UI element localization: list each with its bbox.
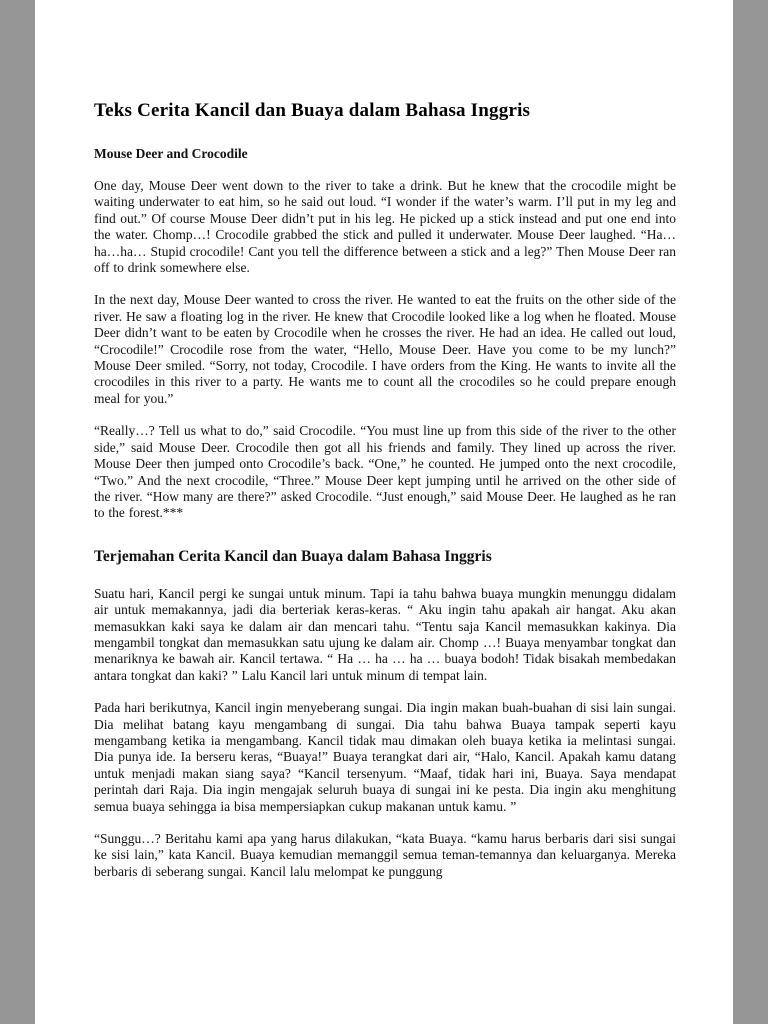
document-page xyxy=(35,0,733,1024)
paragraph-indonesian-3: “Sunggu…? Beritahu kami apa yang harus dilakukan, “kata Buaya. “kamu harus berbaris dari sisi sungai ke sisi lain,” kata Kancil. Buaya kemudian memanggil semua teman-temannya dan keluarganya. Mereka berbaris di seberang sungai. Kancil lalu melompat ke punggung xyxy=(94,831,676,879)
section-heading-english-story: Mouse Deer and Crocodile xyxy=(94,146,248,161)
paragraph-english-2: In the next day, Mouse Deer wanted to cross the river. He wanted to eat the fruits on the other side of the river. He saw a floating log in the river. He knew that Crocodile looked like a log when he floated. Mouse Deer didn’t want to be eaten by Crocodile when he crosses the river. He had an idea. He called out loud, “Crocodile!” Crocodile rose from the water, “Hello, Mouse Deer. Have you come to be my lunch?” Mouse Deer smiled. “Sorry, not today, Crocodile. I have orders from the King. He wants to invite all the crocodiles in this river to a party. He wants me to count all the crocodiles so he could prepare enough meal for you.” xyxy=(94,292,676,406)
paragraph-indonesian-1: Suatu hari, Kancil pergi ke sungai untuk minum. Tapi ia tahu bahwa buaya mungkin menunggu didalam air untuk memakannya, jadi dia berteriak keras-keras. “ Aku ingin tahu apakah air hangat. Aku akan memasukkan kaki saya ke dalam air dan mencari tahu. “Tentu saja Kancil memasukkan kakinya. Dia mengambil tongkat dan memasukkan satu ujung ke dalam air. Chomp …! Buaya menyambar tongkat dan menariknya ke bawah air. Kancil tertawa. “ Ha … ha … ha … buaya bodoh! Tidak bisakah membedakan antara tongkat dan kaki? ” Lalu Kancil lari untuk minum di tempat lain. xyxy=(94,585,676,683)
paragraph-english-3: “Really…? Tell us what to do,” said Crocodile. “You must line up from this side of the river to the other side,” said Mouse Deer. Crocodile then got all his friends and family. They lined up across the river. Mouse Deer then jumped onto Crocodile’s back. “One,” he counted. He jumped onto the next crocodile, “Two.” And the next crocodile, “Three.” Mouse Deer kept jumping until he arrived on the other side of the river. “How many are there?” asked Crocodile. “Just enough,” said Mouse Deer. He laughed as he ran to the forest.*** xyxy=(94,423,676,521)
paragraph-english-1: One day, Mouse Deer went down to the river to take a drink. But he knew that the crocodile might be waiting underwater to eat him, so he said out loud. “I wonder if the water’s warm. I’ll put in my leg and find out.” Of course Mouse Deer didn’t put in his leg. He picked up a stick instead and put one end into the water. Chomp…! Crocodile grabbed the stick and pulled it underwater. Mouse Deer laughed. “Ha… ha…ha… Stupid crocodile! Cant you tell the difference between a stick and a leg?” Then Mouse Deer ran off to drink somewhere else. xyxy=(94,178,676,276)
paragraph-indonesian-2: Pada hari berikutnya, Kancil ingin menyeberang sungai. Dia ingin makan buah-buahan di sisi lain sungai. Dia melihat batang kayu mengambang di sungai. Dia tahu bahwa Buaya tampak seperti kayu mengambang ketika ia mengambang. Kancil tidak mau dimakan oleh buaya ketika ia melintasi sungai. Dia punya ide. Ia berseru keras, “Buaya!” Buaya terangkat dari air, “Halo, Kancil. Apakah kamu datang untuk menjadi makan siang saya? “Kancil tersenyum. “Maaf, tidak hari ini, Buaya. Saya mendapat perintah dari Raja. Dia ingin mengajak seluruh buaya di sungai ini ke pesta. Dia ingin aku menghitung semua buaya sehingga ia bisa mempersiapkan cukup makanan untuk kamu. ” xyxy=(94,700,676,814)
section-heading-translation: Terjemahan Cerita Kancil dan Buaya dalam Bahasa Inggris xyxy=(94,547,492,565)
document-title: Teks Cerita Kancil dan Buaya dalam Bahasa Inggris xyxy=(94,100,531,121)
